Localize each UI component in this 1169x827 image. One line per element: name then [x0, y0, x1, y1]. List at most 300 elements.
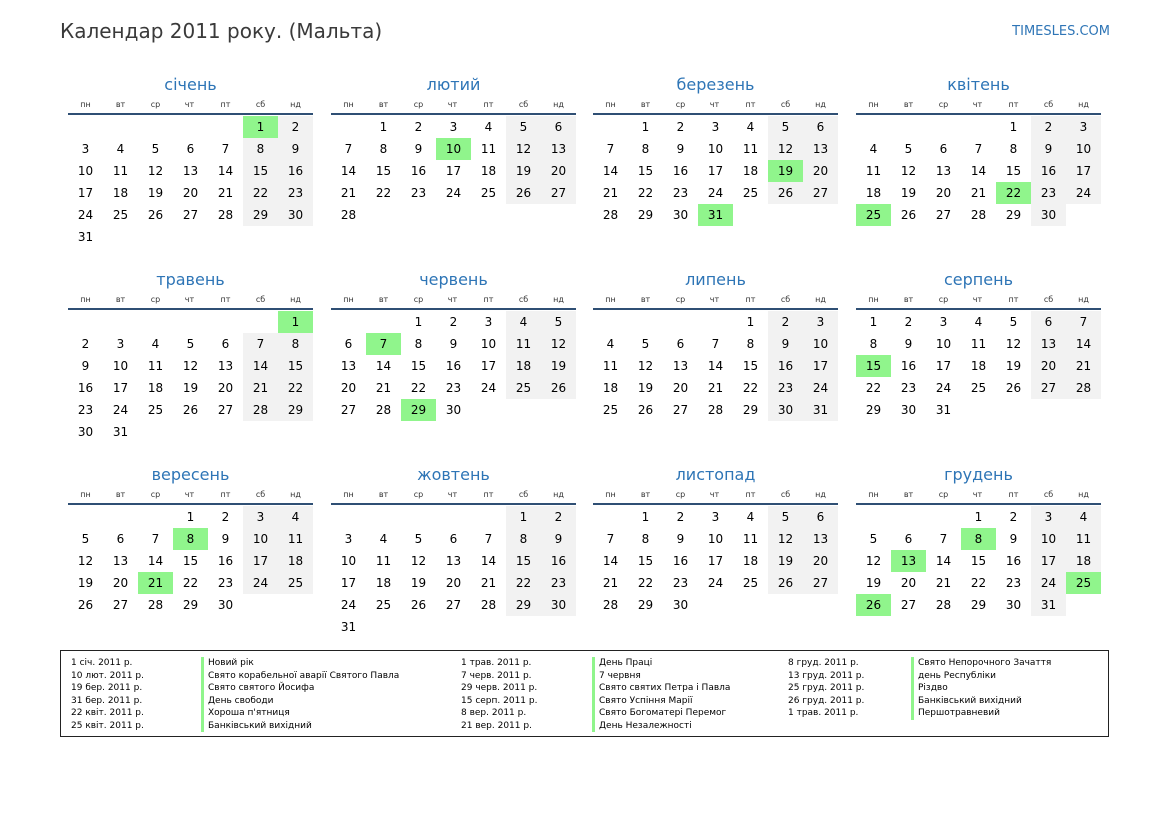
day-cell: 21 — [480, 576, 497, 590]
legend-holiday-name: Свято святих Петра і Павла — [592, 682, 730, 695]
day-cell: 25 — [602, 403, 619, 417]
day-cell: 17 — [445, 164, 462, 178]
legend-names-column — [911, 657, 1051, 720]
day-cell: 11 — [970, 337, 987, 351]
day-cell: 16 — [672, 554, 689, 568]
day-cell: 4 — [291, 510, 300, 524]
day-cell: 5 — [81, 532, 90, 546]
day-cell: 18 — [480, 164, 497, 178]
weekday-label: вт — [378, 295, 389, 304]
day-cell: 1 — [414, 315, 423, 329]
day-cell: 9 — [449, 337, 458, 351]
weekday-label: ср — [675, 295, 686, 304]
day-cell: 25 — [287, 576, 304, 590]
day-cell: 19 — [777, 554, 794, 568]
day-cell: 7 — [939, 532, 948, 546]
weekday-label: сб — [518, 100, 529, 109]
day-cell: 2 — [291, 120, 300, 134]
day-cell: 30 — [1005, 598, 1022, 612]
month-header-rule — [856, 308, 1101, 310]
day-cell: 6 — [676, 337, 685, 351]
weekday-label: ср — [675, 490, 686, 499]
day-cell: 30 — [900, 403, 917, 417]
day-cell: 2 — [676, 120, 685, 134]
day-cell: 10 — [1040, 532, 1057, 546]
day-cell: 24 — [1075, 186, 1092, 200]
day-cell: 18 — [742, 554, 759, 568]
day-cell: 2 — [554, 510, 563, 524]
day-cell: 23 — [900, 381, 917, 395]
weekday-label: вт — [115, 100, 126, 109]
day-cell: 14 — [707, 359, 724, 373]
day-cell: 29 — [637, 598, 654, 612]
weekday-label: чт — [709, 490, 720, 499]
day-cell: 8 — [746, 337, 755, 351]
day-cell: 18 — [970, 359, 987, 373]
weekday-label: нд — [290, 295, 301, 304]
legend-holiday-name: Першотравневий — [911, 707, 1051, 720]
weekday-label: пн — [605, 295, 616, 304]
day-cell: 22 — [970, 576, 987, 590]
page-title: Календар 2011 року. (Мальта) — [60, 19, 383, 43]
day-cell: 20 — [812, 554, 829, 568]
weekday-label: пт — [1008, 295, 1019, 304]
legend-holiday-name: Свято Непорочного Зачаття — [911, 657, 1051, 670]
month-name: вересень — [151, 465, 230, 484]
day-cell: 27 — [812, 186, 829, 200]
day-cell: 1 — [746, 315, 755, 329]
day-cell: 28 — [1075, 381, 1092, 395]
day-cell: 17 — [707, 554, 724, 568]
weekday-label: ср — [150, 100, 161, 109]
day-cell: 14 — [602, 164, 619, 178]
day-cell: 15 — [287, 359, 304, 373]
month-name: березень — [676, 75, 755, 94]
weekday-label: пт — [220, 295, 231, 304]
day-cell: 17 — [935, 359, 952, 373]
legend-date: 19 бер. 2011 р. — [71, 683, 143, 693]
day-cell: 1 — [641, 120, 650, 134]
day-cell: 5 — [781, 510, 790, 524]
day-cell: 15 — [375, 164, 392, 178]
day-cell: 23 — [410, 186, 427, 200]
site-link[interactable]: TIMESLES.COM — [1012, 24, 1110, 39]
day-cell: 15 — [970, 554, 987, 568]
day-cell: 14 — [480, 554, 497, 568]
weekday-label: пн — [80, 295, 91, 304]
day-cell: 8 — [641, 532, 650, 546]
month-block — [68, 465, 313, 640]
day-cell: 3 — [1079, 120, 1088, 134]
day-cell: 5 — [641, 337, 650, 351]
day-cell: 23 — [287, 186, 304, 200]
day-cell: 7 — [1079, 315, 1088, 329]
weekday-label: пн — [80, 100, 91, 109]
month-block — [856, 465, 1101, 640]
month-block — [593, 465, 838, 640]
day-cell: 17 — [1075, 164, 1092, 178]
day-cell: 22 — [637, 576, 654, 590]
day-cell: 30 — [1040, 208, 1057, 222]
weekday-label: пт — [483, 100, 494, 109]
weekday-label: сб — [255, 490, 266, 499]
day-cell: 25 — [742, 576, 759, 590]
day-cell: 3 — [939, 315, 948, 329]
day-cell: 16 — [77, 381, 94, 395]
day-cell: 12 — [777, 142, 794, 156]
day-cell: 4 — [746, 120, 755, 134]
weekday-label: сб — [1043, 490, 1054, 499]
weekday-label: ср — [413, 490, 424, 499]
weekday-label: вт — [115, 295, 126, 304]
day-cell: 24 — [480, 381, 497, 395]
day-cell: 21 — [707, 381, 724, 395]
weekday-label: ср — [938, 490, 949, 499]
day-cell: 31 — [812, 403, 829, 417]
month-block — [593, 270, 838, 445]
day-cell: 26 — [900, 208, 917, 222]
weekday-label: ср — [938, 295, 949, 304]
day-cell: 22 — [287, 381, 304, 395]
day-cell: 29 — [1005, 208, 1022, 222]
day-cell: 23 — [217, 576, 234, 590]
day-cell: 7 — [256, 337, 265, 351]
day-cell: 22 — [865, 381, 882, 395]
legend-date: 8 груд. 2011 р. — [788, 658, 859, 668]
day-cell: 22 — [410, 381, 427, 395]
legend-date: 13 груд. 2011 р. — [788, 670, 865, 681]
weekday-label: чт — [184, 295, 195, 304]
holiday-day-cell: 21 — [138, 572, 173, 594]
weekday-label: нд — [1078, 295, 1089, 304]
day-cell: 26 — [550, 381, 567, 395]
weekday-label: нд — [815, 295, 826, 304]
day-cell: 28 — [970, 208, 987, 222]
day-cell: 8 — [519, 532, 528, 546]
weekday-label: пт — [220, 490, 231, 499]
day-cell: 24 — [445, 186, 462, 200]
day-cell: 27 — [217, 403, 234, 417]
day-cell: 13 — [550, 142, 567, 156]
legend-holiday-name: Банківський вихідний — [201, 720, 399, 733]
legend-holiday-name: Різдво — [911, 682, 1051, 695]
weekday-label: нд — [1078, 490, 1089, 499]
month-header-rule — [331, 113, 576, 115]
weekday-label: сб — [1043, 100, 1054, 109]
day-cell: 1 — [186, 510, 195, 524]
month-name: жовтень — [417, 465, 490, 484]
day-cell: 15 — [1005, 164, 1022, 178]
legend-date: 31 бер. 2011 р. — [71, 695, 143, 706]
day-cell: 14 — [375, 359, 392, 373]
day-cell: 2 — [221, 510, 230, 524]
day-cell: 29 — [865, 403, 882, 417]
legend-date: 7 черв. 2011 р. — [461, 670, 532, 681]
month-header-rule — [68, 503, 313, 505]
weekday-label: вт — [903, 295, 914, 304]
day-cell: 3 — [816, 315, 825, 329]
day-cell: 1 — [869, 315, 878, 329]
day-cell: 16 — [777, 359, 794, 373]
weekday-label: пн — [605, 100, 616, 109]
month-name: червень — [419, 270, 488, 289]
day-cell: 30 — [445, 403, 462, 417]
month-header-rule — [856, 503, 1101, 505]
day-cell: 20 — [672, 381, 689, 395]
day-cell: 10 — [112, 359, 129, 373]
day-cell: 22 — [375, 186, 392, 200]
day-cell: 23 — [77, 403, 94, 417]
day-cell: 4 — [974, 315, 983, 329]
day-cell: 31 — [340, 620, 357, 634]
day-cell: 13 — [340, 359, 357, 373]
weekday-label: сб — [780, 100, 791, 109]
weekday-label: пн — [868, 295, 879, 304]
holiday-legend — [60, 650, 1109, 737]
day-cell: 5 — [519, 120, 528, 134]
day-cell: 14 — [1075, 337, 1092, 351]
day-cell: 26 — [147, 208, 164, 222]
day-cell: 19 — [182, 381, 199, 395]
day-cell: 30 — [217, 598, 234, 612]
day-cell: 18 — [742, 164, 759, 178]
legend-date: 15 серп. 2011 р. — [461, 695, 538, 706]
day-cell: 1 — [519, 510, 528, 524]
day-cell: 11 — [287, 532, 304, 546]
day-cell: 21 — [602, 576, 619, 590]
day-cell: 10 — [812, 337, 829, 351]
weekday-label: вт — [640, 100, 651, 109]
weekday-label: пн — [343, 490, 354, 499]
holiday-day-cell: 8 — [961, 528, 996, 550]
day-cell: 23 — [672, 576, 689, 590]
day-cell: 14 — [217, 164, 234, 178]
day-cell: 19 — [77, 576, 94, 590]
weekday-label: пт — [483, 295, 494, 304]
day-cell: 9 — [1044, 142, 1053, 156]
month-header-rule — [593, 308, 838, 310]
day-cell: 9 — [676, 142, 685, 156]
month-name: квітень — [947, 75, 1010, 94]
day-cell: 27 — [900, 598, 917, 612]
month-header-rule — [68, 308, 313, 310]
day-cell: 16 — [410, 164, 427, 178]
day-cell: 4 — [519, 315, 528, 329]
weekday-label: вт — [640, 295, 651, 304]
day-cell: 16 — [287, 164, 304, 178]
legend-holiday-name: Свято Богоматері Перемог — [592, 707, 730, 720]
day-cell: 30 — [550, 598, 567, 612]
month-header-rule — [856, 113, 1101, 115]
legend-holiday-name: Новий рік — [201, 657, 399, 670]
day-cell: 9 — [781, 337, 790, 351]
day-cell: 11 — [147, 359, 164, 373]
day-cell: 24 — [707, 576, 724, 590]
day-cell: 14 — [935, 554, 952, 568]
day-cell: 16 — [217, 554, 234, 568]
day-cell: 6 — [554, 120, 563, 134]
day-cell: 6 — [116, 532, 125, 546]
day-cell: 17 — [480, 359, 497, 373]
weekday-label: сб — [780, 490, 791, 499]
day-cell: 17 — [112, 381, 129, 395]
legend-dates-column — [461, 657, 537, 732]
day-cell: 25 — [515, 381, 532, 395]
day-cell: 27 — [672, 403, 689, 417]
day-cell: 29 — [287, 403, 304, 417]
day-cell: 16 — [900, 359, 917, 373]
day-cell: 18 — [147, 381, 164, 395]
weekday-label: пн — [80, 490, 91, 499]
day-cell: 27 — [935, 208, 952, 222]
day-cell: 30 — [287, 208, 304, 222]
day-cell: 25 — [375, 598, 392, 612]
day-cell: 12 — [77, 554, 94, 568]
day-cell: 19 — [515, 164, 532, 178]
day-cell: 9 — [1009, 532, 1018, 546]
day-cell: 2 — [414, 120, 423, 134]
legend-dates-column — [788, 657, 864, 720]
day-cell: 28 — [935, 598, 952, 612]
day-cell: 2 — [781, 315, 790, 329]
weekday-label: ср — [150, 490, 161, 499]
weekday-label: вт — [115, 490, 126, 499]
weekday-label: нд — [815, 100, 826, 109]
month-block — [331, 75, 576, 250]
day-cell: 19 — [865, 576, 882, 590]
legend-date: 1 трав. 2011 р. — [461, 658, 532, 668]
legend-date: 1 січ. 2011 р. — [71, 658, 133, 668]
weekday-label: сб — [518, 490, 529, 499]
holiday-day-cell: 31 — [698, 204, 733, 226]
day-cell: 22 — [515, 576, 532, 590]
day-cell: 17 — [252, 554, 269, 568]
day-cell: 24 — [77, 208, 94, 222]
day-cell: 8 — [414, 337, 423, 351]
day-cell: 19 — [410, 576, 427, 590]
day-cell: 5 — [414, 532, 423, 546]
day-cell: 12 — [410, 554, 427, 568]
day-cell: 12 — [865, 554, 882, 568]
month-block — [68, 75, 313, 250]
day-cell: 19 — [900, 186, 917, 200]
day-cell: 29 — [637, 208, 654, 222]
holiday-day-cell: 10 — [436, 138, 471, 160]
day-cell: 2 — [1044, 120, 1053, 134]
day-cell: 11 — [742, 532, 759, 546]
day-cell: 4 — [606, 337, 615, 351]
weekday-label: пн — [605, 490, 616, 499]
day-cell: 30 — [672, 598, 689, 612]
day-cell: 9 — [221, 532, 230, 546]
weekday-label: нд — [815, 490, 826, 499]
day-cell: 15 — [742, 359, 759, 373]
legend-date: 26 груд. 2011 р. — [788, 695, 865, 706]
legend-holiday-name: День свободи — [201, 695, 399, 708]
day-cell: 10 — [707, 532, 724, 546]
day-cell: 4 — [116, 142, 125, 156]
day-cell: 20 — [217, 381, 234, 395]
day-cell: 3 — [116, 337, 125, 351]
day-cell: 12 — [900, 164, 917, 178]
day-cell: 20 — [812, 164, 829, 178]
day-cell: 20 — [1040, 359, 1057, 373]
day-cell: 17 — [340, 576, 357, 590]
weekday-label: чт — [709, 295, 720, 304]
day-cell: 8 — [379, 142, 388, 156]
day-cell: 2 — [904, 315, 913, 329]
day-cell: 18 — [602, 381, 619, 395]
month-header-rule — [68, 113, 313, 115]
day-cell: 13 — [672, 359, 689, 373]
day-cell: 28 — [340, 208, 357, 222]
day-cell: 14 — [340, 164, 357, 178]
weekday-label: пт — [483, 490, 494, 499]
day-cell: 23 — [1005, 576, 1022, 590]
day-cell: 3 — [1044, 510, 1053, 524]
day-cell: 5 — [869, 532, 878, 546]
day-cell: 14 — [970, 164, 987, 178]
holiday-day-cell: 22 — [996, 182, 1031, 204]
day-cell: 28 — [602, 598, 619, 612]
day-cell: 27 — [812, 576, 829, 590]
day-cell: 7 — [484, 532, 493, 546]
weekday-label: чт — [972, 490, 983, 499]
day-cell: 8 — [641, 142, 650, 156]
day-cell: 4 — [379, 532, 388, 546]
weekday-label: чт — [447, 295, 458, 304]
weekday-label: сб — [518, 295, 529, 304]
day-cell: 27 — [340, 403, 357, 417]
day-cell: 7 — [711, 337, 720, 351]
month-header-rule — [593, 503, 838, 505]
weekday-label: чт — [709, 100, 720, 109]
day-cell: 16 — [550, 554, 567, 568]
weekday-label: чт — [447, 100, 458, 109]
month-header-rule — [331, 308, 576, 310]
day-cell: 11 — [515, 337, 532, 351]
day-cell: 24 — [935, 381, 952, 395]
day-cell: 20 — [112, 576, 129, 590]
weekday-label: вт — [903, 490, 914, 499]
legend-date: 1 трав. 2011 р. — [788, 708, 859, 718]
day-cell: 29 — [252, 208, 269, 222]
day-cell: 13 — [812, 532, 829, 546]
day-cell: 12 — [182, 359, 199, 373]
day-cell: 4 — [869, 142, 878, 156]
day-cell: 3 — [711, 120, 720, 134]
day-cell: 29 — [970, 598, 987, 612]
month-block — [331, 270, 576, 445]
day-cell: 7 — [221, 142, 230, 156]
day-cell: 28 — [602, 208, 619, 222]
day-cell: 5 — [904, 142, 913, 156]
day-cell: 1 — [974, 510, 983, 524]
day-cell: 12 — [1005, 337, 1022, 351]
day-cell: 24 — [252, 576, 269, 590]
weekday-label: нд — [553, 100, 564, 109]
weekday-label: нд — [553, 295, 564, 304]
day-cell: 13 — [812, 142, 829, 156]
weekday-label: вт — [640, 490, 651, 499]
day-cell: 15 — [637, 164, 654, 178]
day-cell: 8 — [256, 142, 265, 156]
month-block — [331, 465, 576, 640]
month-block — [68, 270, 313, 445]
day-cell: 9 — [291, 142, 300, 156]
day-cell: 30 — [672, 208, 689, 222]
legend-holiday-name: Свято корабельної аварії Святого Павла — [201, 670, 399, 683]
